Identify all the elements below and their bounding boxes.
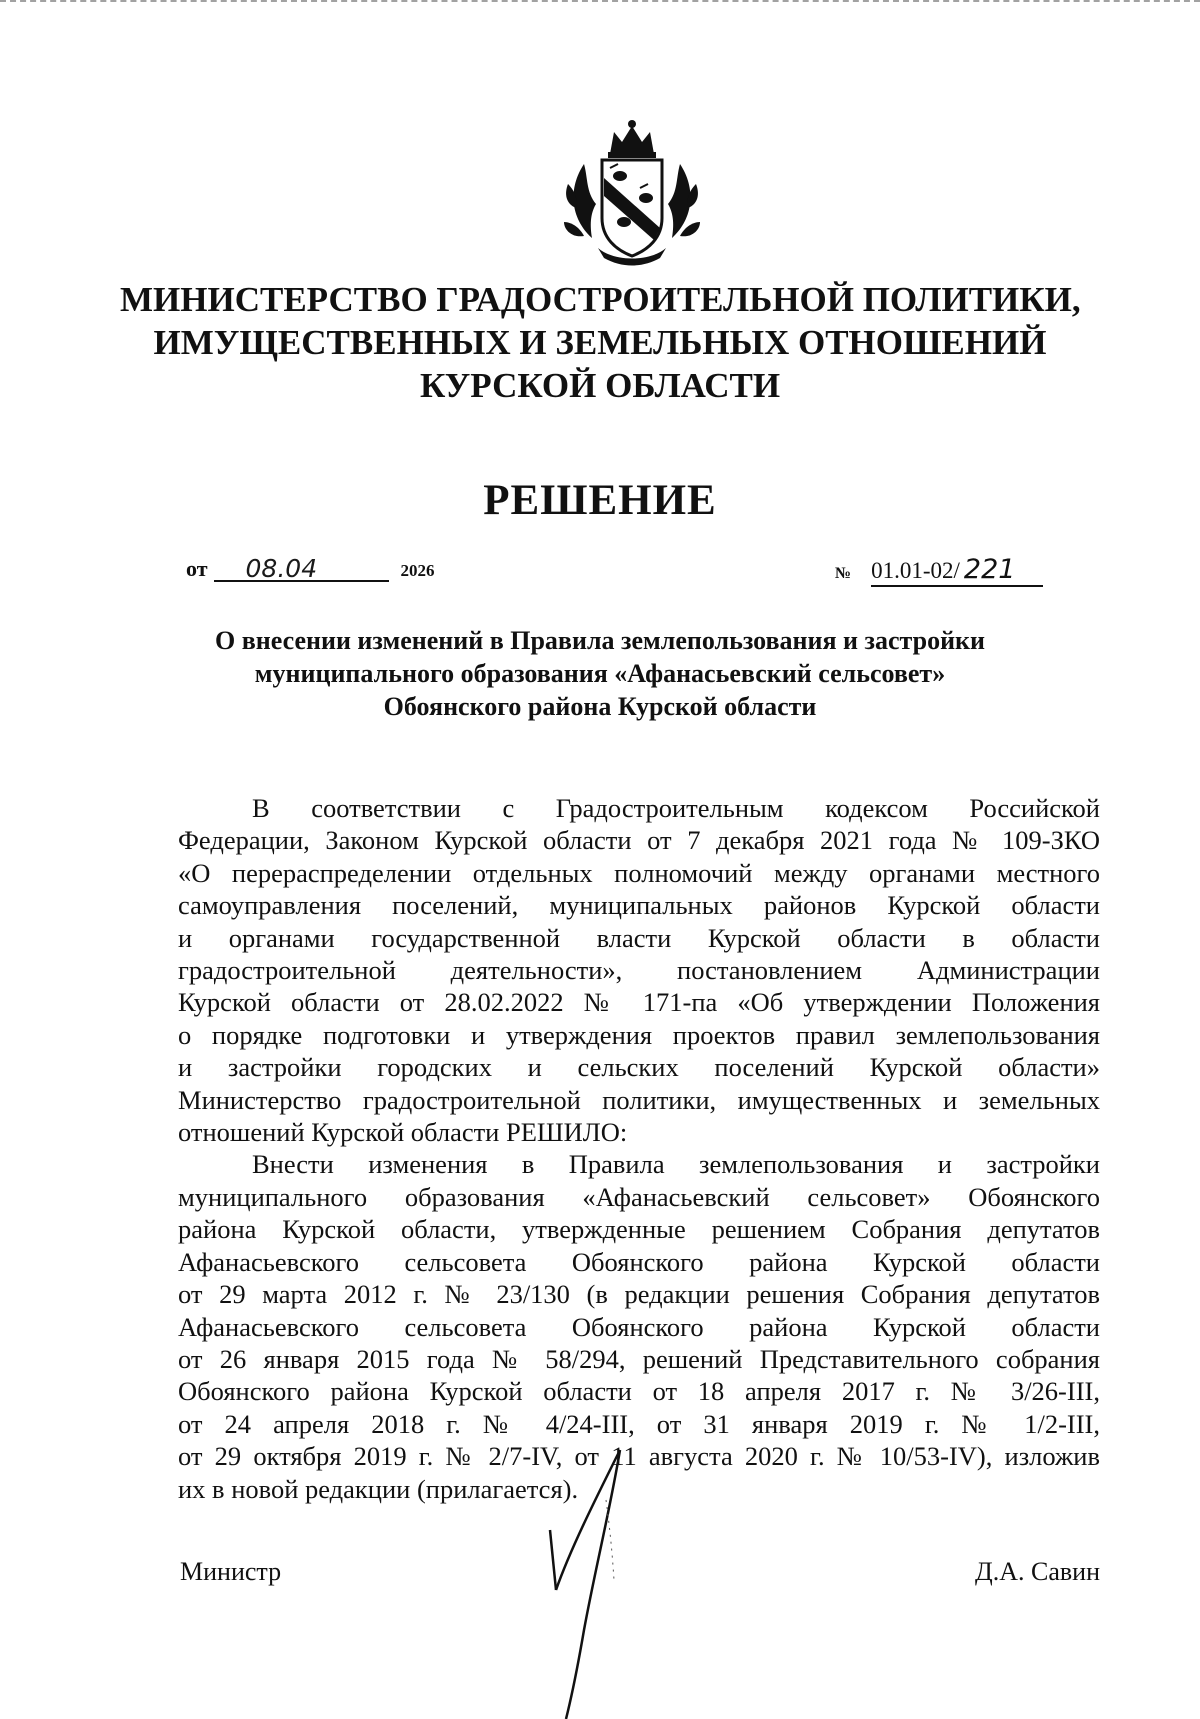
body-line: Федерации, Законом Курской области от 7 декабря 2021 года № 109-ЗКО (178, 825, 1100, 856)
body-line: В соответствии с Градостроительным кодексом Российской (252, 793, 1100, 823)
signature (540, 1440, 660, 1719)
ministry-line: ИМУЩЕСТВЕННЫХ И ЗЕМЕЛЬНЫХ ОТНОШЕНИЙ (153, 323, 1047, 362)
body-line: муниципального образования «Афанасьевский сельсовет» Обоянского (178, 1181, 1100, 1212)
decision-date (186, 554, 435, 582)
body-line: градостроительной деятельности», постановлением Администрации (178, 955, 1100, 986)
body-line: Обоянского района Курской области от 18 апреля 2017 г. № 3/26-III, (178, 1376, 1100, 1407)
number-label: № (835, 565, 852, 582)
body-line: и застройки городских и сельских поселений Курской области» (178, 1052, 1100, 1083)
body-line: от 24 апреля 2018 г. № 4/24-III, от 31 января 2019 г. № 1/2-III, (178, 1408, 1100, 1439)
signer-position: Министр (180, 1557, 282, 1586)
subject-line: О внесении изменений в Правила землепользования и застройки (214, 626, 986, 655)
date-handwritten: 08.04 (214, 554, 389, 582)
body-line: района Курской области, утвержденные решением Собрания депутатов (178, 1214, 1100, 1245)
ministry-line: КУРСКОЙ ОБЛАСТИ (419, 366, 781, 405)
body-line: самоуправления поселений, муниципальных районов Курской области (178, 890, 1100, 921)
signer-name: Д.А. Савин (975, 1557, 1100, 1586)
body-line: Внести изменения в Правила землепользования и застройки (252, 1149, 1100, 1180)
subject-line: Обоянского района Курской области (383, 692, 817, 721)
coat-of-arms-icon (562, 118, 702, 270)
body-line: «О перераспределении отдельных полномочий между органами местного (178, 857, 1100, 888)
body-line: от 29 марта 2012 г. № 23/130 (в редакции решения Собрания депутатов (178, 1279, 1100, 1310)
body-line: отношений Курской области РЕШИЛО: (178, 1117, 628, 1148)
number-handwritten: 221 (963, 554, 1016, 585)
body-line: Министерство градостроительной политики, имущественных и земельных (178, 1084, 1100, 1115)
scan-edge (0, 0, 1200, 5)
document-title: РЕШЕНИЕ (483, 477, 717, 524)
date-year: 2026 (400, 561, 435, 580)
ministry-name (120, 278, 1080, 407)
body-line: от 26 января 2015 года № 58/294, решений Представительного собрания (178, 1343, 1100, 1374)
number-printed: 01.01-02/ (871, 558, 960, 583)
body-line: их в новой редакции (прилагается). (178, 1473, 579, 1504)
decision-number (835, 554, 1043, 587)
date-label: от (186, 556, 208, 581)
decision-body (178, 792, 1100, 1505)
ministry-line: МИНИСТЕРСТВО ГРАДОСТРОИТЕЛЬНОЙ ПОЛИТИКИ, (120, 280, 1081, 319)
body-line: Афанасьевского сельсовета Обоянского района Курской области (178, 1311, 1100, 1342)
decision-subject (120, 624, 1080, 723)
body-line: и органами государственной власти Курской области в области (178, 922, 1100, 953)
body-line: Курской области от 28.02.2022 № 171-па «Об утверждении Положения (178, 987, 1100, 1018)
body-line: от 29 октября 2019 г. № 2/7-IV, от 11 августа 2020 г. № 10/53-IV), изложив (178, 1441, 1100, 1472)
body-line: о порядке подготовки и утверждения проектов правил землепользования (178, 1019, 1100, 1050)
subject-line: муниципального образования «Афанасьевский сельсовет» (254, 659, 946, 688)
body-line: Афанасьевского сельсовета Обоянского района Курской области (178, 1246, 1100, 1277)
